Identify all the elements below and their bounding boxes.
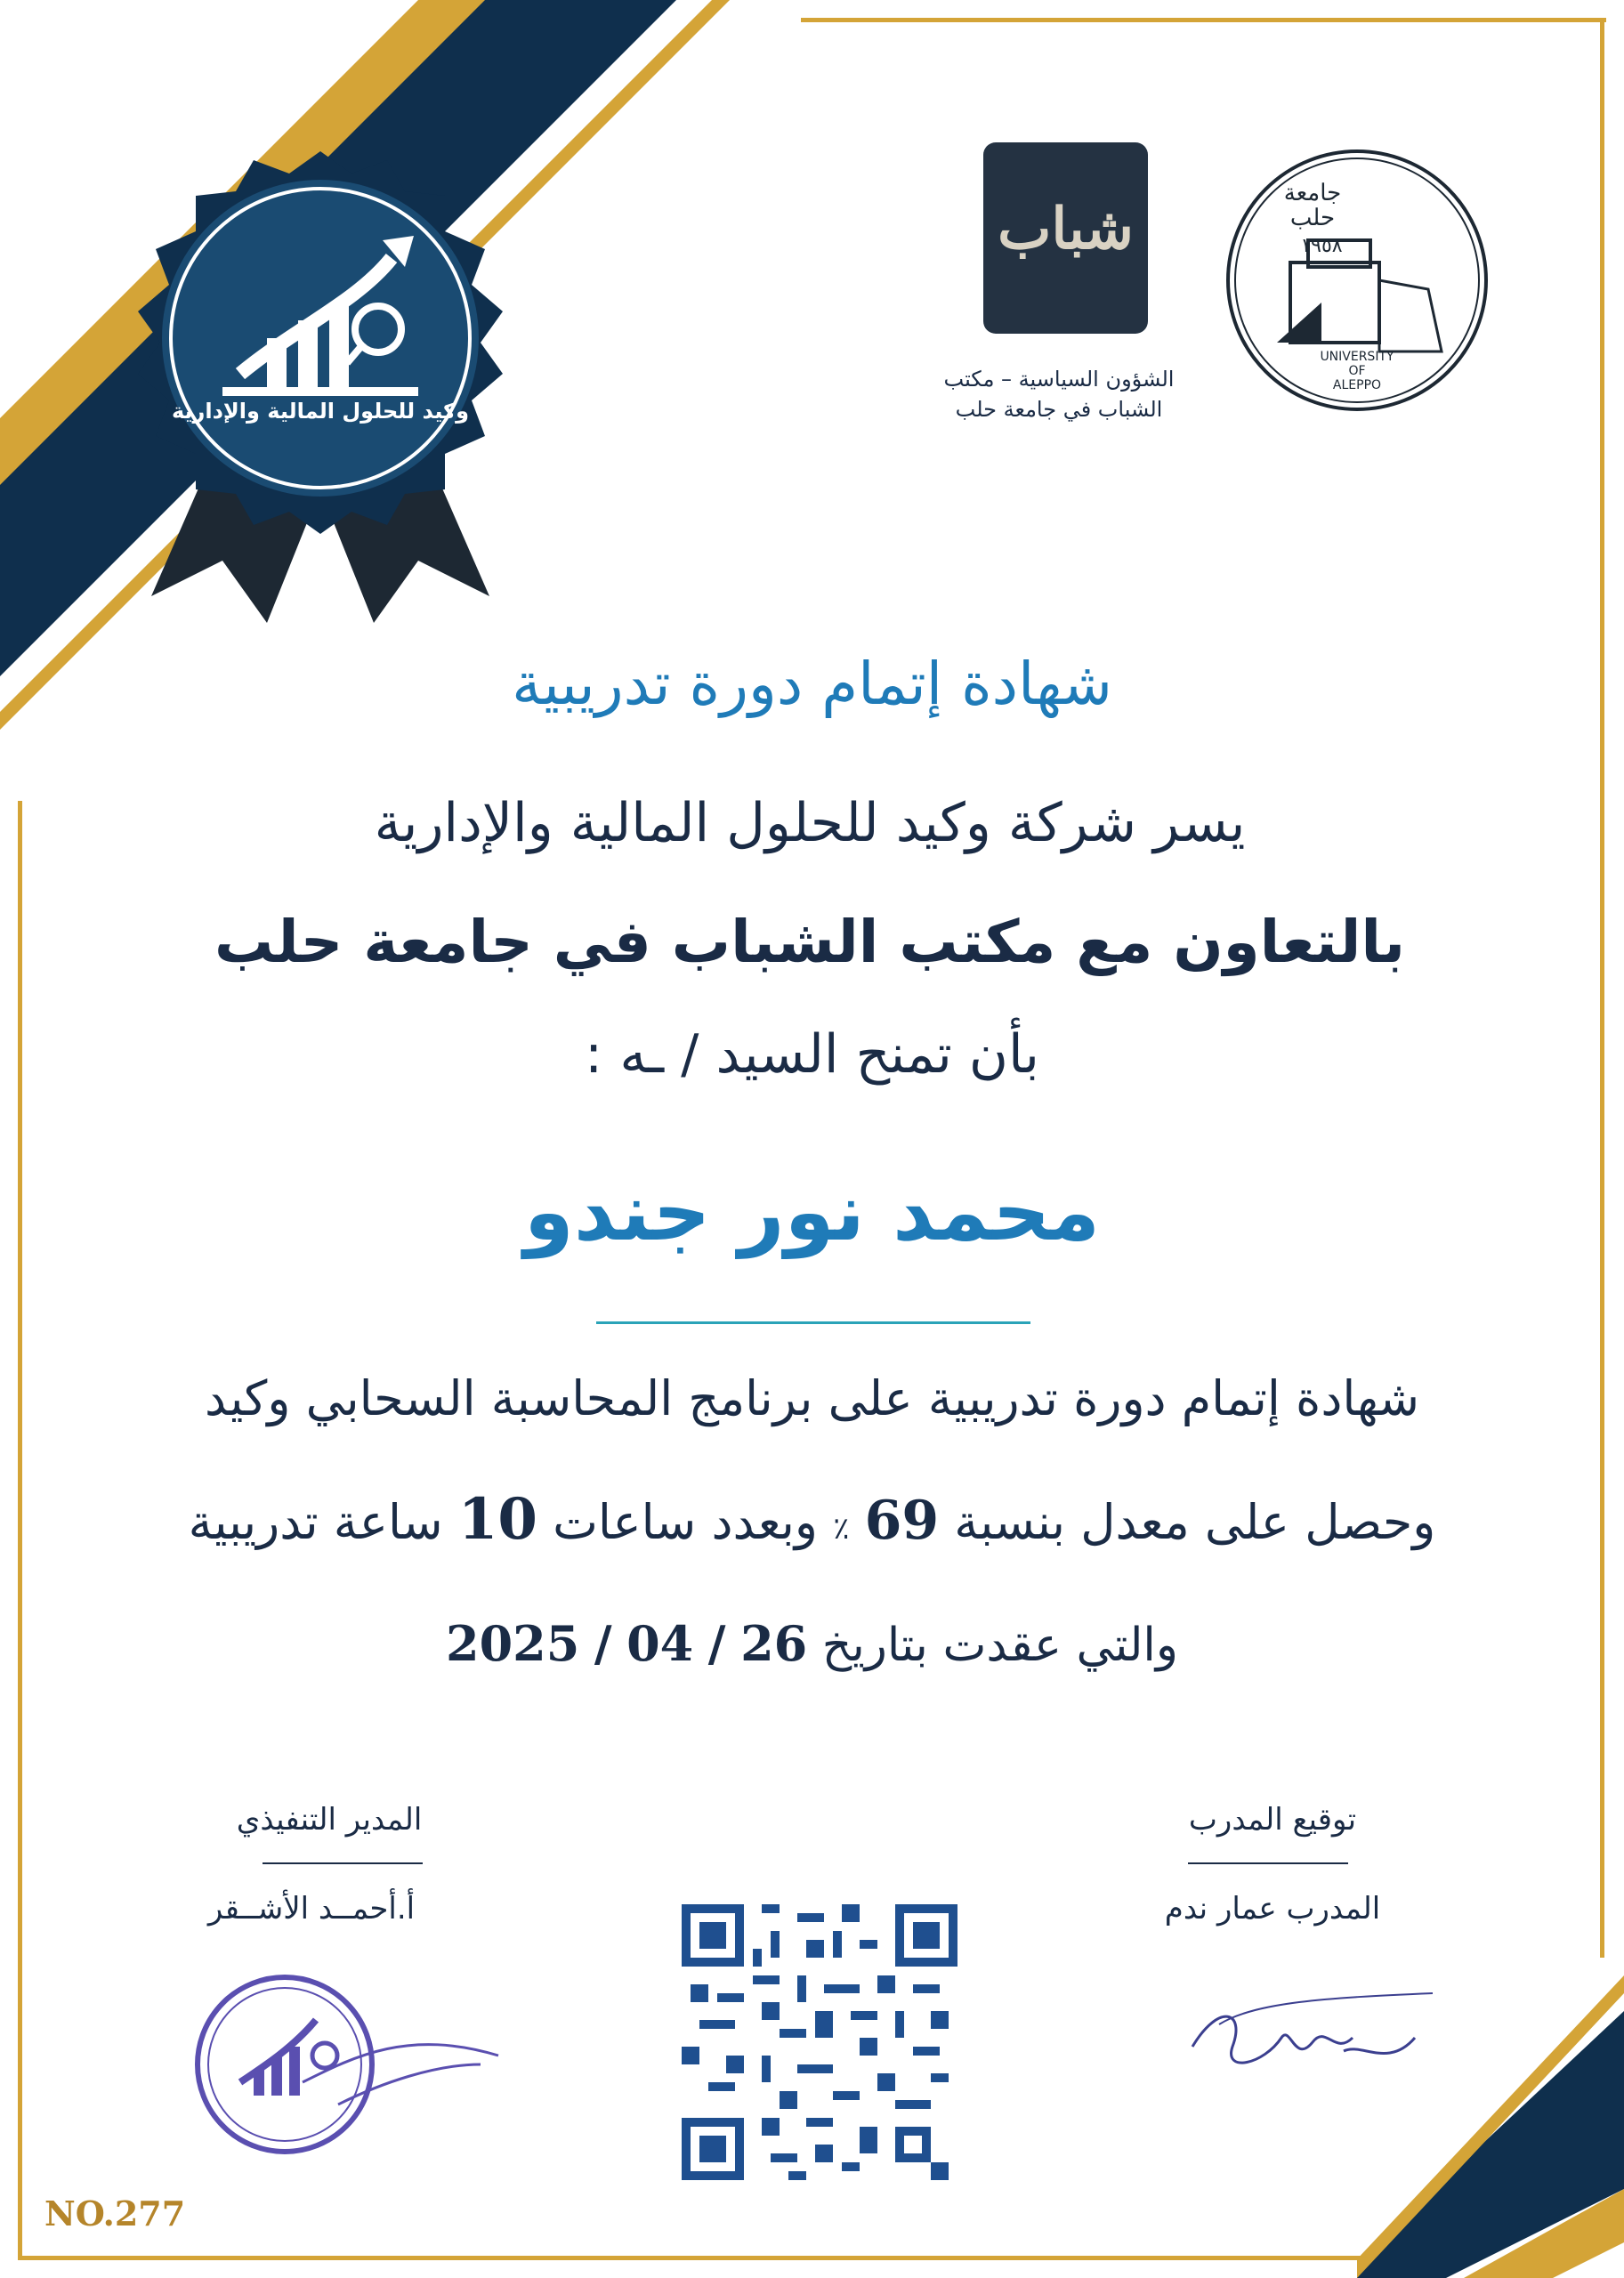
frame-top-line — [801, 18, 1606, 22]
youth-office-logo — [983, 142, 1148, 334]
grade-percent: ٪ — [833, 1511, 850, 1547]
qr-code — [682, 1904, 957, 2180]
certificate-title: شهادة إتمام دورة تدريبية — [512, 650, 1112, 718]
university-seal-arabic-1: جامعة — [1283, 180, 1342, 206]
date-sep-1: / — [707, 1615, 726, 1672]
grade-line — [71, 1486, 1553, 1553]
university-seal-arabic-2: حلب — [1289, 205, 1336, 231]
serial-number: NO.277 — [44, 2193, 186, 2234]
name-underline — [596, 1321, 1030, 1324]
company-seal — [116, 133, 525, 632]
hours-value: 10 — [457, 1486, 537, 1553]
university-seal-year: ١٩٥٨ — [1300, 235, 1343, 257]
trainer-name: المدرب عمار ندم — [1164, 1891, 1381, 1927]
intro-line-3: بأن تمنح السيد / ـه : — [585, 1023, 1039, 1086]
date-day: 26 — [740, 1615, 808, 1672]
hours-post-text: ساعة تدريبية — [188, 1494, 443, 1550]
hours-pre-text: وبعدد ساعات — [553, 1494, 819, 1550]
date-pre-text: والتي عقدت بتاريخ — [821, 1619, 1178, 1672]
university-seal-english-1: UNIVERSITY — [1320, 350, 1394, 364]
frame-right-line — [1600, 18, 1604, 1958]
seal-logo-text: وكيد للحلول المالية والإدارية — [171, 399, 470, 424]
university-seal — [1224, 147, 1491, 414]
director-line — [263, 1862, 423, 1864]
course-line: شهادة إتمام دورة تدريبية على برنامج المحاسبة السحابي وكيد — [205, 1370, 1419, 1426]
recipient-name: محمد نور جندو — [523, 1166, 1101, 1259]
date-year: 2025 — [446, 1615, 580, 1672]
frame-left-line — [18, 801, 22, 2260]
youth-logo-script: شباب — [998, 196, 1134, 263]
director-name: أ.أحمــد الأشــقر — [207, 1891, 416, 1927]
date-line — [178, 1615, 1446, 1672]
bottom-right-decoration — [1357, 1922, 1624, 2278]
trainer-line — [1188, 1862, 1348, 1864]
university-seal-english-3: ALEPPO — [1332, 378, 1382, 392]
director-title: المدير التنفيذي — [236, 1802, 423, 1838]
trainer-title: توقيع المدرب — [1188, 1802, 1357, 1838]
date-month: 04 — [626, 1615, 694, 1672]
director-stamp — [169, 1958, 525, 2162]
intro-line-1: يسر شركة وكيد للحلول المالية والإدارية — [374, 792, 1246, 854]
intro-line-2: بالتعاون مع مكتب الشباب في جامعة حلب — [214, 908, 1405, 976]
youth-office-caption-2: الشباب في جامعة حلب — [955, 397, 1163, 422]
grade-value: 69 — [864, 1490, 940, 1552]
date-sep-2: / — [594, 1615, 612, 1672]
frame-bottom-line — [18, 2256, 1370, 2260]
university-seal-english-2: OF — [1348, 364, 1366, 378]
grade-pre-text: وحصل على معدل بنسبة — [954, 1494, 1436, 1550]
youth-office-caption-1: الشؤون السياسية – مكتب — [943, 367, 1175, 392]
trainer-signature — [1184, 1984, 1450, 2100]
